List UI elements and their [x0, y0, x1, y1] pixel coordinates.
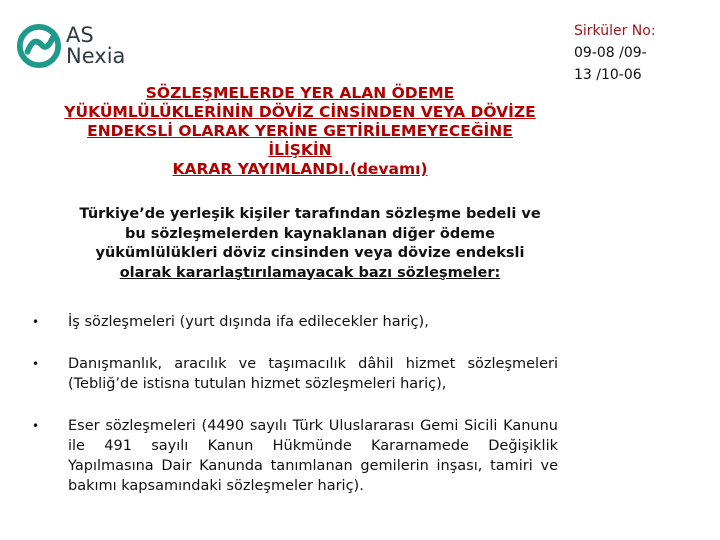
- intro-paragraph: [40, 205, 580, 283]
- intro-line: Türkiye’de yerleşik kişiler tarafından sözleşme bedeli ve: [79, 206, 541, 222]
- as-nexia-logo: [16, 22, 125, 70]
- title-line: SÖZLEŞMELERDE YER ALAN ÖDEME: [145, 84, 455, 102]
- logo-line-1: AS: [66, 23, 94, 47]
- title-line: KARAR YAYIMLANDI.(devamı): [172, 160, 428, 178]
- contract-list: [26, 312, 558, 518]
- title-line: İLİŞKİN: [268, 141, 332, 159]
- list-item: [26, 354, 558, 394]
- intro-line: bu sözleşmelerden kaynaklanan diğer ödeme: [125, 225, 495, 242]
- list-item-text: İş sözleşmeleri (yurt dışında ifa edilecekler hariç),: [68, 314, 429, 330]
- circular-number-line-2: 13 /10-06: [574, 67, 642, 83]
- logo-wordmark: [66, 25, 125, 67]
- title-line: YÜKÜMLÜLÜKLERİNİN DÖVİZ CİNSİNDEN VEYA DÖVİZE: [64, 103, 536, 121]
- nexia-logo-icon: [16, 23, 62, 69]
- list-item-text: Eser sözleşmeleri (4490 sayılı Türk Uluslararası Gemi Sicili Kanunu ile 491 sayılı Kanun Hükmünde Kararnamede Değişiklik Yapılmasına Dair Kanunda tanımlanan gemilerin inşası, tamiri ve bakımı kapsamındaki sözleşmeler hariç).: [68, 418, 558, 494]
- intro-line: olarak kararlaştırılamayacak bazı sözleşmeler:: [119, 264, 501, 281]
- bullet: •: [32, 315, 40, 329]
- bullet: •: [32, 419, 40, 433]
- list-item: [26, 416, 558, 496]
- page-title: [0, 84, 600, 179]
- circular-number-line-1: 09-08 /09-: [574, 45, 647, 61]
- list-item-text: Danışmanlık, aracılık ve taşımacılık dâhil hizmet sözleşmeleri (Tebliğ’de istisna tutulan hizmet sözleşmeleri hariç),: [68, 356, 558, 392]
- circular-number: [574, 20, 694, 86]
- bullet: •: [32, 357, 40, 371]
- title-line: ENDEKSLİ OLARAK YERİNE GETİRİLEMEYECEĞİNE: [87, 122, 513, 140]
- list-item: [26, 312, 558, 332]
- logo-line-2: Nexia: [66, 44, 126, 68]
- intro-line: yükümlülükleri döviz cinsinden veya dövize endeksli: [95, 245, 525, 261]
- circular-label: Sirküler No:: [574, 23, 656, 39]
